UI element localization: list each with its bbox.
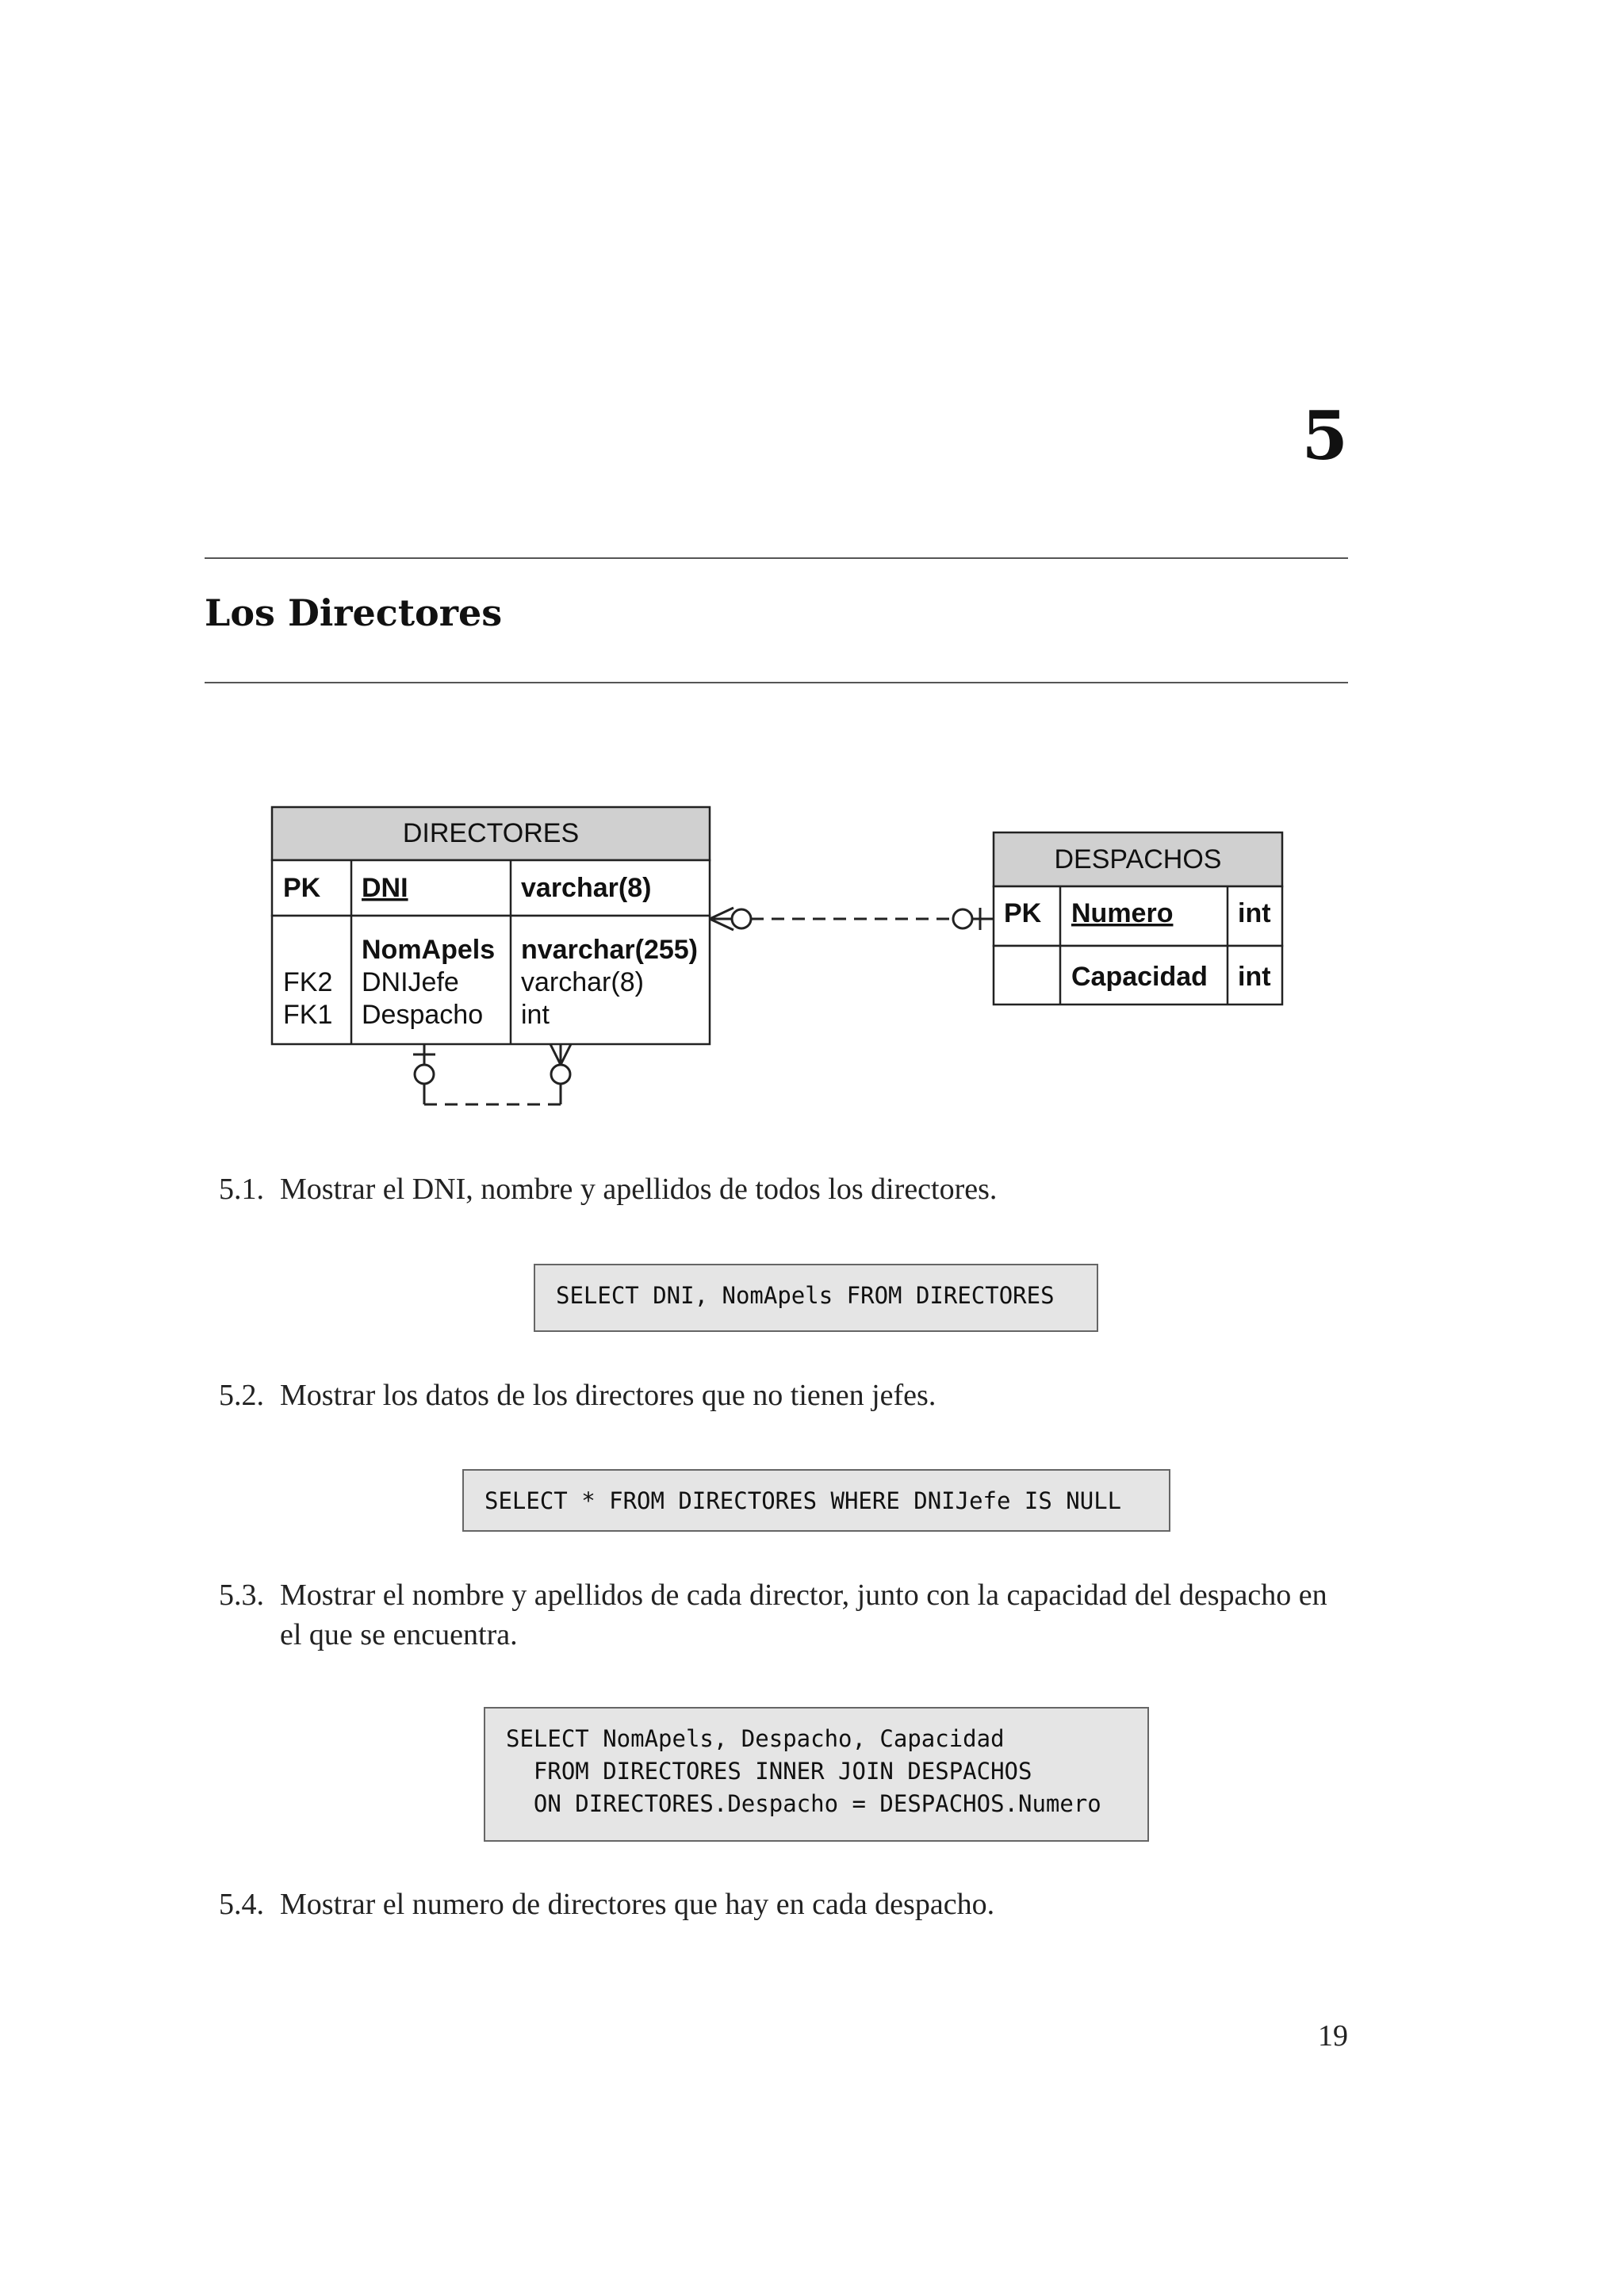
despachos-entity [994, 832, 1282, 1004]
despachos-title: DESPACHOS [1054, 844, 1222, 874]
sql-code-5-3: SELECT NomApels, Despacho, Capacidad FROM DIRECTORES INNER JOIN DESPACHOS ON DIRECTORES.Despacho = DESPACHOS.Numero [484, 1707, 1149, 1842]
despachos-field-capacidad: Capacidad [1071, 962, 1208, 992]
directores-pk-label: PK [283, 873, 321, 903]
directores-key-fk2: FK2 [283, 967, 333, 997]
directores-pk-type: varchar(8) [521, 873, 652, 903]
exercise-5-4 [219, 1885, 1348, 1924]
sql-code-5-2: SELECT * FROM DIRECTORES WHERE DNIJefe IS NULL [462, 1469, 1170, 1532]
exercise-5-2 [219, 1376, 1348, 1415]
exercise-number: 5.4. [219, 1888, 264, 1921]
relationship-despacho [710, 908, 994, 930]
exercise-text: Mostrar el DNI, nombre y apellidos de todos los directores. [280, 1173, 998, 1206]
exercise-text: Mostrar los datos de los directores que no tienen jefes. [280, 1379, 936, 1412]
page-number: 19 [1318, 2019, 1348, 2053]
chapter-title: Los Directores [205, 591, 503, 634]
exercise-5-3 [219, 1575, 1348, 1655]
directores-key-fk1: FK1 [283, 1000, 333, 1030]
despachos-type-capacidad: int [1238, 962, 1271, 992]
directores-title: DIRECTORES [402, 818, 580, 848]
directores-field-dnijefe: DNIJefe [362, 967, 459, 997]
exercise-text: Mostrar el nombre y apellidos de cada director, junto con la capacidad del despacho en el que se encuentra. [280, 1578, 1327, 1651]
exercise-number: 5.3. [219, 1578, 264, 1612]
exercise-text: Mostrar el numero de directores que hay en cada despacho. [280, 1888, 995, 1921]
directores-field-nomapels: NomApels [362, 935, 496, 965]
despachos-pk-type: int [1238, 898, 1271, 928]
relationship-jefe [413, 1044, 571, 1104]
er-diagram [0, 0, 1624, 1126]
chapter-number: 5 [1301, 396, 1348, 475]
directores-type-dnijefe: varchar(8) [521, 967, 644, 997]
despachos-pk-field: Numero [1071, 898, 1174, 928]
directores-field-despacho: Despacho [362, 1000, 484, 1030]
directores-type-nomapels: nvarchar(255) [521, 935, 699, 965]
exercise-number: 5.2. [219, 1379, 264, 1412]
exercise-number: 5.1. [219, 1173, 264, 1206]
directores-type-despacho: int [521, 1000, 550, 1030]
despachos-pk-label: PK [1004, 898, 1042, 928]
sql-code-5-1: SELECT DNI, NomApels FROM DIRECTORES [534, 1264, 1098, 1332]
exercise-5-1 [219, 1169, 1348, 1209]
directores-entity [272, 807, 710, 1044]
directores-pk-field: DNI [362, 873, 408, 903]
